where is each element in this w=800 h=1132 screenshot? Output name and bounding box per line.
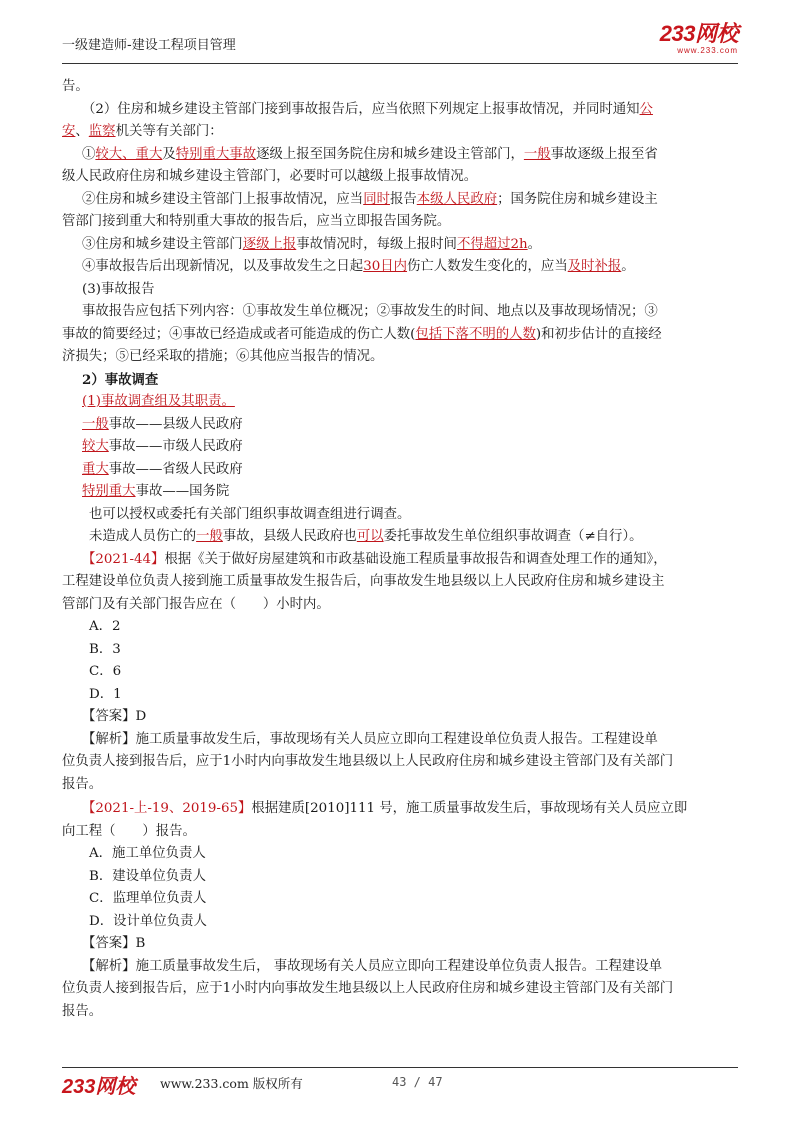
highlight: 监察	[88, 124, 116, 139]
question-option: A．施工单位负责人	[89, 846, 206, 861]
explanation	[62, 729, 740, 752]
highlight: 较大、重大	[95, 146, 163, 162]
highlight: 30日内	[363, 259, 408, 274]
text-line: 也可以授权或委托有关部门组织事故调查组进行调查。	[89, 506, 411, 522]
text: 、	[75, 124, 89, 139]
text: 报告	[389, 191, 417, 207]
highlight: 较大	[82, 439, 109, 454]
question-tag: 【2021-上-19、2019-65】	[82, 801, 252, 816]
question-option: C．监理单位负责人	[89, 891, 207, 906]
explanation-tag: 【解析】	[82, 731, 136, 747]
highlight: 本级人民政府	[416, 191, 498, 207]
text: 事故，县级人民政府也	[222, 529, 357, 544]
brand-logo	[660, 22, 738, 55]
text-line: 管部门接到重大和特别重大事故的报告后，应当立即报告国务院。	[62, 214, 451, 229]
question-option: D．1	[89, 686, 122, 702]
answer: 【答案】D	[82, 709, 147, 724]
question-tag: 【2021-44】	[82, 551, 165, 567]
text: 机关等有关部门：	[115, 124, 223, 139]
text: )和初步估计的直接经	[535, 326, 662, 342]
highlight: 特别重大事故	[175, 146, 257, 162]
text: 逐级上报至国务院住房和城乡建设主管部门，	[256, 146, 524, 162]
text: （2）住房和城乡建设主管部门接到事故报告后，应当依照下列规定上报事故情况，并同时通知	[82, 101, 640, 117]
text: 事故——县级人民政府	[108, 416, 243, 432]
highlight: 一般	[523, 146, 551, 162]
highlight: (1)事故调查组及其职责。	[82, 394, 235, 409]
question-option: A．2	[89, 619, 121, 634]
text: 未造成人员伤亡的	[89, 529, 197, 544]
text: 施工质量事故发生后，事故现场有关人员应立即向工程建设单位负责人报告。工程建设单	[135, 731, 658, 747]
text-line	[62, 144, 740, 167]
highlight: 及时补报	[567, 259, 622, 274]
text: 事故情况时，每级上报时间	[296, 236, 457, 252]
highlight: 安	[62, 124, 76, 139]
text: 事故——国务院	[135, 484, 230, 499]
subsection-heading	[62, 391, 740, 414]
question-stem	[62, 549, 740, 572]
text: 委托事故发生单位组织事故调查（≠自行）。	[383, 529, 643, 544]
logo-url: www.233.com	[677, 46, 738, 55]
highlight: 不得超过2h	[456, 236, 528, 252]
text-line: 事故报告应包括下列内容：①事故发生单位概况；②事故发生的时间、地点以及事故现场情况；③	[82, 304, 658, 319]
text-line	[62, 526, 740, 549]
text: ④事故报告后出现新情况，以及事故发生之日起	[82, 259, 364, 274]
text: ；国务院住房和城乡建设主	[497, 191, 658, 207]
text: 。	[527, 236, 542, 252]
highlight: 可以	[356, 529, 384, 544]
logo-text: 233网校	[659, 21, 738, 46]
explanation-tag: 【解析】	[82, 958, 136, 974]
page-header	[62, 22, 738, 62]
document-body	[62, 76, 740, 1023]
question-option: C．6	[89, 664, 122, 679]
explanation	[62, 956, 740, 979]
text: ②住房和城乡建设主管部门上报事故情况，应当	[82, 191, 364, 207]
text-line: 济损失；⑤已经采取的措施；⑥其他应当报告的情况。	[62, 349, 384, 364]
text-line	[62, 481, 740, 504]
page-number: 43 / 47	[392, 1075, 443, 1089]
text-line	[62, 234, 740, 257]
text: 告。	[62, 79, 89, 94]
text-line	[62, 414, 740, 437]
text-line	[62, 99, 740, 122]
text: 事故——市级人民政府	[108, 439, 243, 454]
text-line: 位负责人接到报告后，应于1小时内向事故发生地县级以上人民政府住房和城乡建设主管部门及有关部门	[62, 754, 674, 769]
highlight: 逐级上报	[242, 236, 297, 252]
text-line	[62, 189, 740, 212]
text-line: 向工程（ ）报告。	[62, 823, 196, 839]
footer-logo: 233网校	[62, 1076, 136, 1098]
text: 事故逐级上报至省	[550, 146, 658, 162]
text-line	[62, 256, 740, 279]
text: 施工质量事故发生后， 事故现场有关人员应立即向工程建设单位负责人报告。工程建设单	[135, 958, 663, 974]
text: 。	[621, 259, 635, 274]
highlight: 同时	[363, 191, 390, 207]
section-heading: 2）事故调查	[82, 371, 159, 388]
question-stem	[62, 798, 740, 821]
text-line: 工程建设单位负责人接到施工质量事故发生报告后，向事故发生地县级以上人民政府住房和城乡建设主	[62, 574, 665, 589]
text-line: 管部门及有关部门报告应在（ ）小时内。	[62, 596, 330, 612]
text-line	[62, 121, 740, 144]
text: 根据《关于做好房屋建筑和市政基础设施工程质量事故报告和调查处理工作的通知》，	[164, 551, 667, 567]
text-line	[62, 459, 740, 482]
question-option: B．建设单位负责人	[89, 868, 206, 884]
highlight: 包括下落不明的人数	[415, 326, 536, 342]
text-line	[62, 324, 740, 347]
doc-title: 一级建造师-建设工程项目管理	[62, 38, 236, 53]
text-line: 位负责人接到报告后，应于1小时内向事故发生地县级以上人民政府住房和城乡建设主管部门及有关部门	[62, 981, 674, 996]
text-line	[62, 436, 740, 459]
text: 伤亡人数发生变化的，应当	[407, 259, 568, 274]
highlight: 一般	[196, 529, 223, 544]
text-line	[62, 76, 740, 99]
answer: 【答案】B	[82, 936, 146, 951]
text: 事故——省级人民政府	[108, 461, 243, 477]
footer-rule	[62, 1067, 738, 1068]
text-line: 报告。	[62, 1003, 103, 1019]
text: 根据建质[2010]111 号，施工质量事故发生后，事故现场有关人员应立即	[251, 801, 688, 816]
question-option: B．3	[89, 641, 121, 657]
highlight: 公	[639, 101, 653, 117]
question-option: D．设计单位负责人	[89, 913, 207, 929]
text: ①	[82, 146, 96, 162]
text: ③住房和城乡建设主管部门	[82, 236, 243, 252]
text-line: 报告。	[62, 776, 103, 792]
highlight: 重大	[82, 461, 109, 477]
highlight: 特别重大	[82, 484, 136, 499]
header-rule	[62, 63, 738, 64]
text: 事故的简要经过；④事故已经造成或者可能造成的伤亡人数(	[62, 326, 416, 342]
page-footer	[62, 1062, 738, 1102]
copyright: www.233.com 版权所有	[160, 1076, 303, 1091]
section-heading: (3)事故报告	[82, 281, 155, 297]
text: 及	[162, 146, 176, 162]
text-line: 级人民政府住房和城乡建设主管部门，必要时可以越级上报事故情况。	[62, 169, 478, 184]
highlight: 一般	[82, 416, 109, 432]
